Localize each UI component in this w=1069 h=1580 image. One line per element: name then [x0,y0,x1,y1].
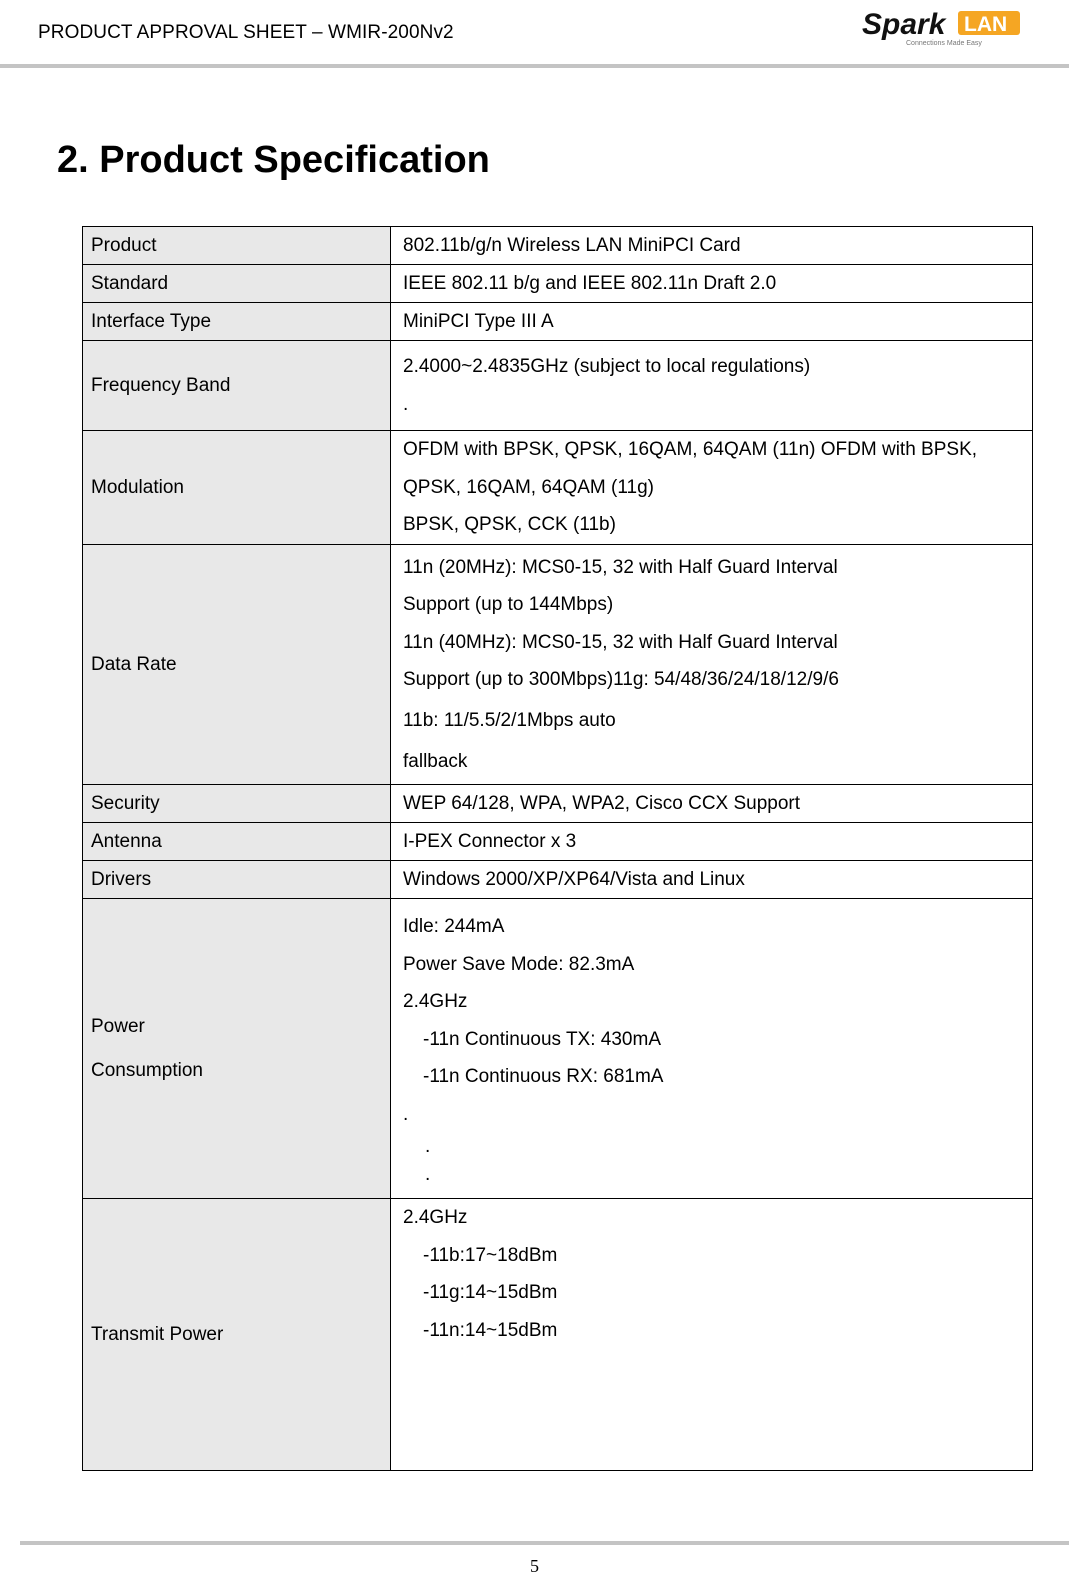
frequency-line: 2.4000~2.4835GHz (subject to local regulations) [403,356,811,377]
label-interface: Interface Type [83,303,391,341]
value-standard: IEEE 802.11 b/g and IEEE 802.11n Draft 2.0 [391,265,1033,303]
data-rate-line: Support (up to 300Mbps)11g: 54/48/36/24/18/12/9/6 [403,669,839,691]
label-data-rate: Data Rate [83,545,391,785]
value-interface: MiniPCI Type III A [391,303,1033,341]
svg-text:Spark: Spark [862,8,946,41]
label-antenna: Antenna [83,823,391,861]
value-drivers: Windows 2000/XP/XP64/Vista and Linux [391,861,1033,899]
value-data-rate [391,545,1033,785]
power-line: 2.4GHz [403,991,468,1012]
footer-rule [20,1541,1069,1545]
label-security: Security [83,785,391,823]
data-rate-line: 11n (40MHz): MCS0-15, 32 with Half Guard Interval [403,631,838,653]
label-standard: Standard [83,265,391,303]
power-label-line: Power [91,1015,145,1037]
transmit-line: 2.4GHz [403,1207,468,1228]
power-line: . [425,1136,431,1157]
data-rate-line: fallback [403,750,468,772]
data-rate-line: 11b: 11/5.5/2/1Mbps auto [403,709,616,731]
label-frequency: Frequency Band [83,341,391,431]
data-rate-line: 11n (20MHz): MCS0-15, 32 with Half Guard Interval [403,556,838,578]
modulation-line: BPSK, QPSK, CCK (11b) [403,514,616,536]
transmit-line: -11g:14~15dBm [423,1282,558,1303]
modulation-line: OFDM with BPSK, QPSK, 16QAM, 64QAM (11n) OFDM with BPSK, [403,439,978,461]
modulation-line: QPSK, 16QAM, 64QAM (11g) [403,476,654,498]
transmit-line: -11b:17~18dBm [423,1244,558,1266]
power-label-line: Consumption [91,1059,203,1081]
value-product: 802.11b/g/n Wireless LAN MiniPCI Card [391,227,1033,265]
value-power [391,899,1033,1199]
label-product: Product [83,227,391,265]
header-rule [0,64,1069,68]
header-title: PRODUCT APPROVAL SHEET – WMIR-200Nv2 [38,22,454,43]
row-standard [83,265,1033,303]
value-modulation [391,431,1033,545]
svg-text:LAN: LAN [964,13,1008,36]
row-interface [83,303,1033,341]
row-transmit [83,1199,1033,1471]
row-power [83,899,1033,1199]
value-transmit [391,1199,1033,1471]
label-transmit: Transmit Power [83,1199,391,1471]
power-line: -11n Continuous TX: 430mA [423,1028,661,1050]
section-title: 2. Product Specification [57,139,490,181]
power-line: . [403,1103,409,1125]
label-power [83,899,391,1199]
row-modulation [83,431,1033,545]
sparklan-logo [858,4,1028,48]
row-data-rate [83,545,1033,785]
power-line: Idle: 244mA [403,916,505,937]
row-antenna [83,823,1033,861]
data-rate-line: Support (up to 144Mbps) [403,594,614,616]
power-line: . [425,1164,431,1185]
svg-text:Connections Made Easy: Connections Made Easy [906,40,982,47]
row-frequency [83,341,1033,431]
spec-table [82,226,1033,1471]
page-number: 5 [530,1556,539,1576]
row-product [83,227,1033,265]
frequency-line: . [403,393,409,415]
power-line: Power Save Mode: 82.3mA [403,953,635,975]
label-drivers: Drivers [83,861,391,899]
value-security: WEP 64/128, WPA, WPA2, Cisco CCX Support [391,785,1033,823]
row-security [83,785,1033,823]
row-drivers [83,861,1033,899]
value-frequency [391,341,1033,431]
power-line: -11n Continuous RX: 681mA [423,1066,664,1087]
transmit-line: -11n:14~15dBm [423,1319,558,1341]
value-antenna: I-PEX Connector x 3 [391,823,1033,861]
label-modulation: Modulation [83,431,391,545]
